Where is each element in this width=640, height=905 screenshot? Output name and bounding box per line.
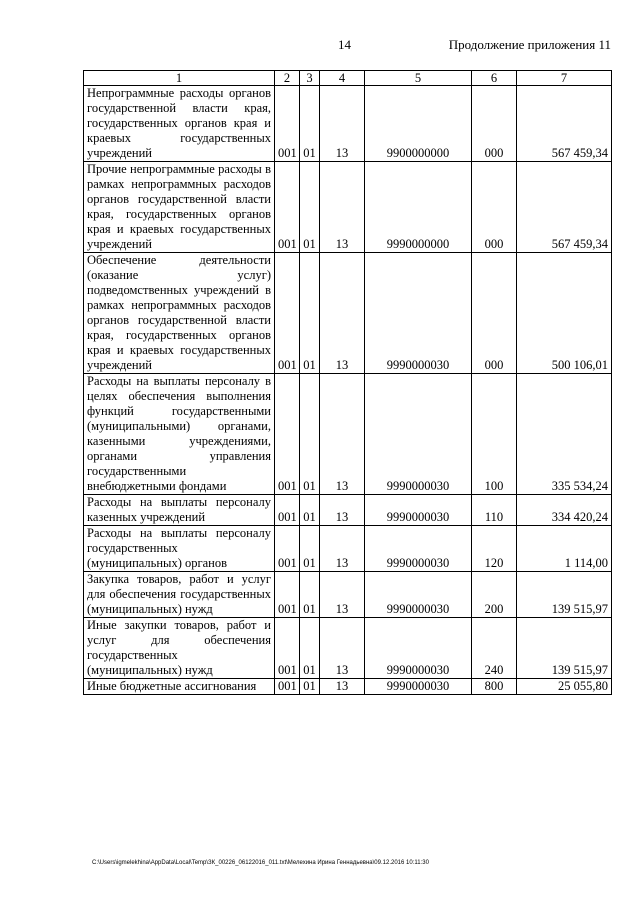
expense-name: Обеспечение деятельности (оказание услуг) подведомственных учреждений в рамках непрограммных расходов органов государственной власти края, государственных органов края и краевых государственных учреждений: [84, 253, 275, 374]
cell-amount: 139 515,97: [517, 572, 612, 618]
table-header-row: [84, 71, 612, 86]
expense-name: Непрограммные расходы органов государственной власти края, государственных органов края и краевых государственных учреждений: [84, 86, 275, 162]
column-header: 5: [365, 71, 472, 86]
table-row: [84, 679, 612, 695]
column-header: 2: [275, 71, 300, 86]
cell-section: 01: [300, 618, 320, 679]
expense-name: Расходы на выплаты персоналу в целях обеспечения выполнения функций государственными (муниципальными) органами, казенными учреждениями, органами управления государственными внебюджетными фондами: [84, 374, 275, 495]
cell-amount: 1 114,00: [517, 526, 612, 572]
cell-expense-type: 000: [472, 253, 517, 374]
expense-name: Расходы на выплаты персоналу казенных учреждений: [84, 495, 275, 526]
cell-ministry-code: 001: [275, 374, 300, 495]
table-row: [84, 253, 612, 374]
cell-ministry-code: 001: [275, 526, 300, 572]
cell-target-article: 9990000030: [365, 374, 472, 495]
cell-amount: 335 534,24: [517, 374, 612, 495]
cell-section: 01: [300, 572, 320, 618]
column-header: 7: [517, 71, 612, 86]
cell-target-article: 9990000030: [365, 253, 472, 374]
expense-name: Прочие непрограммные расходы в рамках непрограммных расходов органов государственной власти края, государственных органов края и краевых государственных учреждений: [84, 162, 275, 253]
cell-expense-type: 800: [472, 679, 517, 695]
column-header: 3: [300, 71, 320, 86]
appendix-note: Продолжение приложения 11: [448, 37, 611, 52]
cell-expense-type: 000: [472, 86, 517, 162]
table-row: [84, 526, 612, 572]
cell-amount: 567 459,34: [517, 162, 612, 253]
cell-subsection: 13: [320, 572, 365, 618]
cell-expense-type: 200: [472, 572, 517, 618]
cell-target-article: 9990000030: [365, 526, 472, 572]
page-number: 14: [338, 37, 351, 52]
cell-ministry-code: 001: [275, 162, 300, 253]
column-header: 6: [472, 71, 517, 86]
cell-amount: 334 420,24: [517, 495, 612, 526]
table-row: [84, 86, 612, 162]
expense-name: Закупка товаров, работ и услуг для обеспечения государственных (муниципальных) нужд: [84, 572, 275, 618]
cell-expense-type: 110: [472, 495, 517, 526]
column-header: 1: [84, 71, 275, 86]
cell-subsection: 13: [320, 526, 365, 572]
cell-section: 01: [300, 495, 320, 526]
table-row: [84, 495, 612, 526]
cell-expense-type: 240: [472, 618, 517, 679]
cell-subsection: 13: [320, 495, 365, 526]
cell-subsection: 13: [320, 86, 365, 162]
table-row: [84, 162, 612, 253]
expense-name: Расходы на выплаты персоналу государственных (муниципальных) органов: [84, 526, 275, 572]
cell-ministry-code: 001: [275, 572, 300, 618]
cell-target-article: 9900000000: [365, 86, 472, 162]
cell-subsection: 13: [320, 253, 365, 374]
cell-expense-type: 000: [472, 162, 517, 253]
cell-amount: 25 055,80: [517, 679, 612, 695]
cell-subsection: 13: [320, 618, 365, 679]
cell-target-article: 9990000030: [365, 572, 472, 618]
cell-target-article: 9990000030: [365, 618, 472, 679]
cell-ministry-code: 001: [275, 253, 300, 374]
cell-subsection: 13: [320, 162, 365, 253]
expense-name: Иные бюджетные ассигнования: [84, 679, 275, 695]
cell-subsection: 13: [320, 679, 365, 695]
table-row: [84, 572, 612, 618]
column-header: 4: [320, 71, 365, 86]
cell-expense-type: 120: [472, 526, 517, 572]
budget-table: [83, 70, 612, 695]
cell-ministry-code: 001: [275, 618, 300, 679]
cell-amount: 500 106,01: [517, 253, 612, 374]
cell-section: 01: [300, 86, 320, 162]
cell-ministry-code: 001: [275, 86, 300, 162]
cell-expense-type: 100: [472, 374, 517, 495]
cell-section: 01: [300, 374, 320, 495]
cell-subsection: 13: [320, 374, 365, 495]
cell-section: 01: [300, 162, 320, 253]
cell-target-article: 9990000030: [365, 679, 472, 695]
cell-ministry-code: 001: [275, 495, 300, 526]
table-row: [84, 374, 612, 495]
footer-file-path: C:\Users\igmelekhina\AppData\Local\Temp\ЗК_00226_06122016_011.txt\Мелехина Ирина Геннадьевна\09.12.2016 10:11:30: [92, 860, 429, 866]
cell-section: 01: [300, 526, 320, 572]
table-row: [84, 618, 612, 679]
cell-amount: 567 459,34: [517, 86, 612, 162]
expense-name: Иные закупки товаров, работ и услуг для обеспечения государственных (муниципальных) нужд: [84, 618, 275, 679]
cell-target-article: 9990000030: [365, 495, 472, 526]
cell-section: 01: [300, 679, 320, 695]
cell-ministry-code: 001: [275, 679, 300, 695]
cell-target-article: 9990000000: [365, 162, 472, 253]
cell-section: 01: [300, 253, 320, 374]
cell-amount: 139 515,97: [517, 618, 612, 679]
